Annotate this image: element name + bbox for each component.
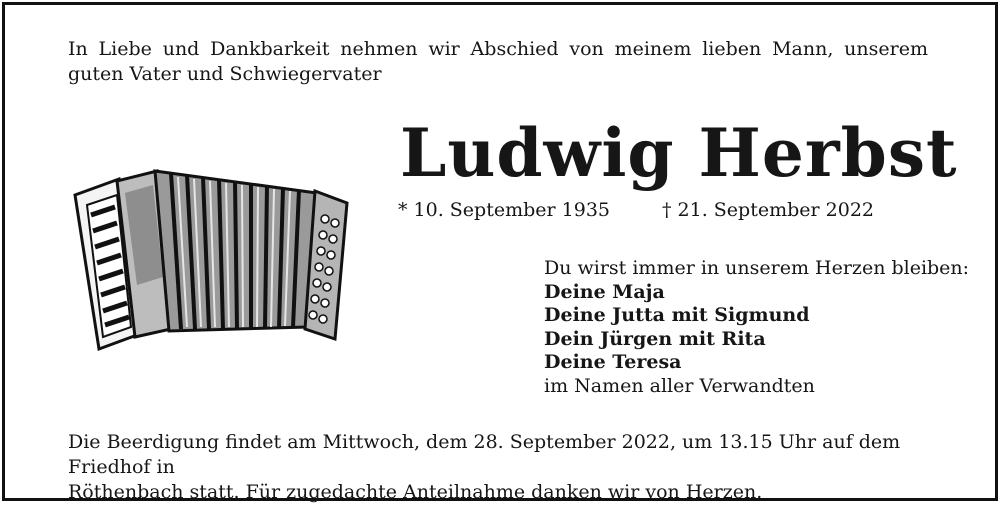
mourners-lead: Du wirst immer in unserem Herzen bleiben:: [544, 257, 970, 279]
mourner-name: Deine Teresa: [544, 351, 682, 373]
funeral-line-1: Die Beerdigung findet am Mittwoch, dem 28. September 2022, um 13.15 Uhr auf dem Friedhof in: [68, 431, 901, 478]
mourner-name: Dein Jürgen mit Rita: [544, 327, 766, 350]
death-date: † 21. September 2022: [662, 199, 874, 221]
funeral-line-2: Röthenbach statt. Für zugedachte Anteilnahme danken wir von Herzen.: [68, 481, 763, 503]
obituary-notice: [2, 2, 998, 501]
mourners-closing: im Namen aller Verwandten: [544, 374, 815, 397]
mourner-name: Deine Maja: [544, 280, 665, 303]
mourners-block: [544, 257, 969, 398]
deceased-name: Ludwig Herbst: [400, 114, 958, 192]
mourner-name: Deine Jutta mit Sigmund: [544, 304, 810, 326]
intro-line-2: guten Vater und Schwiegervater: [68, 63, 382, 85]
accordion-icon: [67, 157, 352, 357]
intro-line-1: In Liebe und Dankbarkeit nehmen wir Abschied von meinem lieben Mann, unserem: [68, 38, 928, 60]
funeral-info: [68, 430, 928, 505]
birth-date: * 10. September 1935: [398, 199, 610, 221]
intro-text: [68, 37, 928, 87]
